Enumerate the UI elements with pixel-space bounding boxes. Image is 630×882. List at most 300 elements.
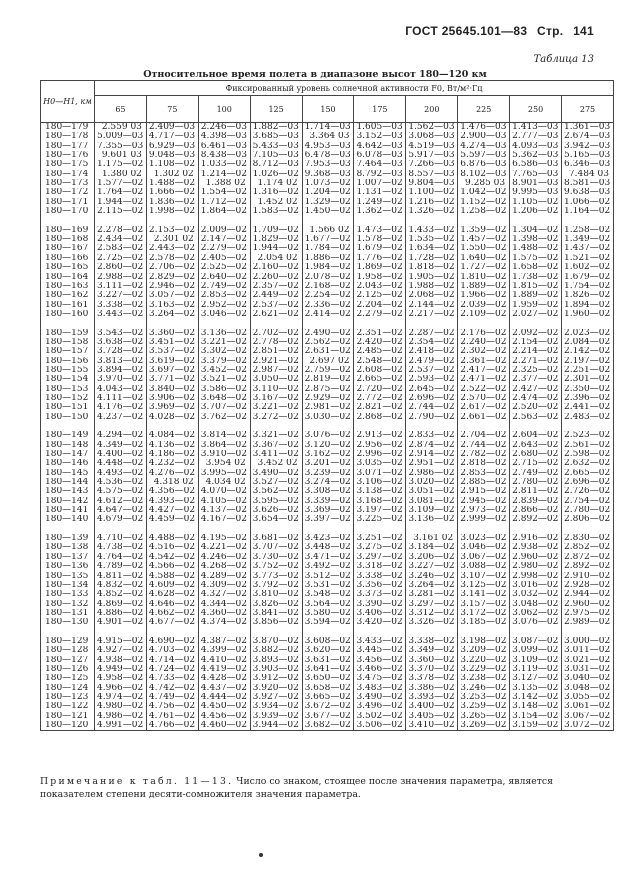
value-cell: 3.221—02 (198, 338, 250, 347)
value-cell: 2.704—02 (458, 431, 510, 440)
value-cell: 2.396—02 (562, 394, 614, 403)
value-cell: 4.703—02 (146, 646, 198, 655)
value-cell: 3.046—02 (458, 543, 510, 552)
value-cell: 4.575—02 (95, 487, 147, 496)
spacer-cell (562, 628, 614, 637)
value-cell: 3.172—02 (458, 609, 510, 618)
value-cell: 3.856—02 (250, 618, 302, 627)
value-cell: 4.349—02 (95, 441, 147, 450)
value-cell: 3.405—02 (406, 712, 458, 721)
value-cell: 4.738—02 (95, 543, 147, 552)
value-cell: 2.271—02 (510, 357, 562, 366)
value-cell: 2.302—02 (458, 347, 510, 356)
value-cell: 2.125—02 (354, 291, 406, 300)
value-cell: 4.488—02 (146, 534, 198, 543)
value-cell: 3.707—02 (198, 403, 250, 412)
value-cell: 1.754—02 (562, 282, 614, 291)
value-cell: 3.496—02 (354, 702, 406, 711)
value-cell: 4.724—02 (146, 665, 198, 674)
spacer-cell (41, 216, 95, 225)
column-header: 100 (198, 96, 250, 123)
value-cell: 3.954 02 (198, 459, 250, 468)
value-cell: 3.685—03 (250, 132, 302, 141)
value-cell: 2.168—02 (302, 282, 354, 291)
value-cell: 2.754—02 (562, 497, 614, 506)
value-cell: 2.988—02 (95, 273, 147, 282)
value-cell: 3.369—02 (302, 506, 354, 515)
value-cell: 3.411—02 (250, 450, 302, 459)
value-cell: 4.938—02 (95, 656, 147, 665)
value-cell: 1.602—02 (562, 263, 614, 272)
table-row (41, 329, 614, 338)
value-cell: 1.174 02 (250, 179, 302, 188)
table-row (41, 375, 614, 384)
value-cell: 3.057—02 (146, 291, 198, 300)
value-cell: 2.254—02 (302, 291, 354, 300)
value-cell: 3.048—02 (510, 600, 562, 609)
spacer-cell (146, 216, 198, 225)
value-cell: 4.662—02 (146, 609, 198, 618)
table-row (41, 310, 614, 319)
value-cell: 4.437—02 (198, 684, 250, 693)
table-row (41, 254, 614, 263)
value-cell: 3.000—02 (562, 637, 614, 646)
value-cell: 5.165—03 (562, 151, 614, 160)
value-cell: 3.506—02 (354, 721, 406, 731)
value-cell: 2.621—02 (250, 310, 302, 319)
value-cell: 2.852—02 (562, 543, 614, 552)
value-cell: 2.471—02 (458, 375, 510, 384)
value-cell: 2.160—02 (250, 263, 302, 272)
table-row (41, 543, 614, 552)
value-cell: 3.707—02 (250, 543, 302, 552)
table-row (41, 132, 614, 141)
column-header: 175 (354, 96, 406, 123)
value-cell: 2.928—02 (562, 581, 614, 590)
value-cell: 4.953—03 (302, 142, 354, 151)
altitude-range-cell: 180—177 (41, 142, 95, 151)
value-cell: 2.674—03 (562, 132, 614, 141)
value-cell: 3.969—02 (146, 403, 198, 412)
value-cell: 1.944—02 (250, 244, 302, 253)
altitude-range-cell: 180—174 (41, 170, 95, 179)
value-cell: 1.521—02 (562, 254, 614, 263)
value-cell: 4.274—03 (458, 142, 510, 151)
value-cell: 4.448—02 (95, 459, 147, 468)
value-cell: 4.289—02 (198, 572, 250, 581)
value-cell: 3.543—02 (95, 329, 147, 338)
value-cell: 2.176—02 (458, 329, 510, 338)
value-cell: 1.488—02 (146, 179, 198, 188)
value-cell: 4.460—02 (198, 721, 250, 731)
spacer-cell (95, 319, 147, 328)
value-cell: 2.214—02 (510, 347, 562, 356)
value-cell: 1.206—02 (510, 207, 562, 216)
value-cell: 2.434—02 (95, 235, 147, 244)
value-cell: 1.944—02 (95, 198, 147, 207)
spacer-cell (198, 319, 250, 328)
value-cell: 2.631—02 (302, 347, 354, 356)
table-row (41, 282, 614, 291)
table-row (41, 151, 614, 160)
value-cell: 3.067—02 (562, 712, 614, 721)
value-cell: 3.903—02 (250, 665, 302, 674)
value-cell: 1.864—02 (198, 207, 250, 216)
value-cell: 1.583—02 (250, 207, 302, 216)
value-cell: 3.269—02 (458, 721, 510, 731)
value-cell: 4.028—02 (146, 413, 198, 422)
table-row (41, 515, 614, 524)
value-cell: 4.428—02 (198, 674, 250, 683)
value-cell: 2.427—02 (510, 385, 562, 394)
value-cell: 3.620—02 (302, 646, 354, 655)
value-cell: 1.679—02 (562, 273, 614, 282)
value-cell: 3.016—02 (510, 581, 562, 590)
value-cell: 2.892—02 (510, 515, 562, 524)
value-cell: 2.885—02 (458, 478, 510, 487)
value-cell: 2.357—02 (250, 282, 302, 291)
value-cell: 3.220—02 (458, 656, 510, 665)
spacer-cell (250, 319, 302, 328)
value-cell: 2.350—02 (562, 385, 614, 394)
spacer-cell (302, 422, 354, 431)
value-cell: 7.464—03 (354, 160, 406, 169)
value-cell: 2.154—02 (510, 338, 562, 347)
value-cell: 3.360—02 (406, 656, 458, 665)
value-cell: 3.654—02 (250, 515, 302, 524)
value-cell: 2.441—02 (562, 403, 614, 412)
value-cell: 1.679—02 (354, 244, 406, 253)
value-cell: 3.912—02 (250, 674, 302, 683)
table-row (41, 553, 614, 562)
value-cell: 4.949—02 (95, 665, 147, 674)
value-cell: 4.869—02 (95, 600, 147, 609)
spacer-cell (250, 422, 302, 431)
value-cell: 3.168—02 (354, 497, 406, 506)
value-cell: 9.638—03 (562, 188, 614, 197)
value-cell: 1.566 02 (302, 226, 354, 235)
value-cell: 2.772—02 (354, 394, 406, 403)
table-row (41, 291, 614, 300)
value-cell: 3.159—02 (510, 721, 562, 731)
value-cell: 2.563—02 (510, 413, 562, 422)
altitude-range-cell: 180—154 (41, 375, 95, 384)
value-cell: 3.125—02 (458, 581, 510, 590)
value-cell: 2.084—02 (562, 338, 614, 347)
table-row (41, 160, 614, 169)
table-row (41, 459, 614, 468)
value-cell: 3.050—02 (250, 375, 302, 384)
value-cell: 2.868—02 (354, 413, 406, 422)
value-cell: 3.650—02 (302, 674, 354, 683)
value-cell: 3.452—02 (198, 366, 250, 375)
value-cell: 2.251—02 (562, 366, 614, 375)
value-cell: 3.318—02 (354, 562, 406, 571)
value-cell: 3.564—02 (302, 600, 354, 609)
value-cell: 2.559 03 (95, 123, 147, 133)
value-cell: 3.120—02 (302, 441, 354, 450)
value-cell: 4.493—02 (95, 469, 147, 478)
value-cell: 3.619—02 (146, 357, 198, 366)
value-cell: 3.106—02 (354, 478, 406, 487)
value-cell: 2.818—02 (458, 459, 510, 468)
value-cell: 2.583—02 (95, 244, 147, 253)
column-header: 250 (510, 96, 562, 123)
value-cell: 1.302 02 (146, 170, 198, 179)
value-cell: 3.326—02 (406, 618, 458, 627)
value-cell: 3.445—02 (354, 646, 406, 655)
value-cell: 1.437—02 (562, 244, 614, 253)
value-cell: 2.301—02 (562, 375, 614, 384)
column-header: 75 (146, 96, 198, 123)
value-cell: 3.475—02 (354, 674, 406, 683)
value-cell: 1.869—02 (354, 263, 406, 272)
value-cell: 2.749—02 (198, 282, 250, 291)
value-cell: 3.032—02 (510, 590, 562, 599)
column-header-row (41, 96, 614, 123)
value-cell: 2.829—02 (146, 273, 198, 282)
value-cell: 3.264—02 (406, 581, 458, 590)
value-cell: 1.413—03 (510, 123, 562, 133)
value-cell: 2.952—02 (198, 301, 250, 310)
value-cell: 2.725—02 (95, 254, 147, 263)
value-cell: 2.153—02 (146, 226, 198, 235)
value-cell: 3.397—02 (302, 515, 354, 524)
value-cell: 2.561—02 (562, 441, 614, 450)
value-cell: 4.764—02 (95, 553, 147, 562)
value-cell: 1.216—02 (406, 198, 458, 207)
altitude-range-cell: 180—152 (41, 394, 95, 403)
table-row (41, 646, 614, 655)
value-cell: 3.527—02 (250, 478, 302, 487)
table-row (41, 179, 614, 188)
value-cell: 2.916—02 (510, 534, 562, 543)
column-header: 200 (406, 96, 458, 123)
value-cell: 2.109—02 (458, 310, 510, 319)
value-cell: 2.777—03 (510, 132, 562, 141)
value-cell: 2.874—02 (406, 441, 458, 450)
value-cell: 1.326—02 (406, 207, 458, 216)
value-cell: 1.214—02 (198, 170, 250, 179)
value-cell: 1.966—02 (458, 291, 510, 300)
value-cell: 3.373—02 (354, 590, 406, 599)
value-cell: 3.227—02 (95, 291, 147, 300)
value-cell: 4.811—02 (95, 572, 147, 581)
altitude-range-cell: 180—124 (41, 684, 95, 693)
value-cell: 3.752—02 (250, 562, 302, 571)
value-cell: 3.099—02 (510, 646, 562, 655)
table-row (41, 338, 614, 347)
value-cell: 3.608—02 (302, 637, 354, 646)
table-row (41, 609, 614, 618)
value-cell: 2.833—02 (406, 431, 458, 440)
spacer-cell (354, 319, 406, 328)
value-cell: 3.939—02 (250, 712, 302, 721)
value-cell: 2.537—02 (406, 366, 458, 375)
value-cell: 3.658—02 (302, 684, 354, 693)
value-cell: 2.999—02 (458, 515, 510, 524)
value-cell: 1.815—02 (510, 282, 562, 291)
value-cell: 2.578—02 (146, 254, 198, 263)
spacer-cell (458, 422, 510, 431)
value-cell: 1.728—02 (406, 254, 458, 263)
altitude-range-cell: 180—179 (41, 123, 95, 133)
value-cell: 2.278—02 (95, 226, 147, 235)
value-cell: 4.195—02 (198, 534, 250, 543)
table-row (41, 394, 614, 403)
column-header: 125 (250, 96, 302, 123)
value-cell: 2.246—03 (198, 123, 250, 133)
value-cell: 4.309—02 (198, 581, 250, 590)
altitude-range-cell: 180—147 (41, 450, 95, 459)
value-cell: 3.201—02 (302, 459, 354, 468)
value-cell: 2.744—02 (406, 403, 458, 412)
value-cell: 3.136—02 (406, 515, 458, 524)
value-cell: 3.312—02 (406, 609, 458, 618)
value-cell: 3.302—02 (198, 347, 250, 356)
value-cell: 3.067—02 (458, 553, 510, 562)
value-cell: 4.832—02 (95, 581, 147, 590)
value-cell: 4.710—02 (95, 534, 147, 543)
value-cell: 1.452 02 (250, 198, 302, 207)
value-cell: 8.102—03 (458, 170, 510, 179)
spacer-cell (354, 422, 406, 431)
value-cell: 4.137—02 (198, 506, 250, 515)
value-cell: 1.998—02 (146, 207, 198, 216)
value-cell: 3.072—02 (562, 721, 614, 731)
altitude-range-cell: 180—123 (41, 693, 95, 702)
table-row (41, 366, 614, 375)
value-cell: 4.789—02 (95, 562, 147, 571)
altitude-range-cell: 180—126 (41, 665, 95, 674)
value-cell: 4.980—02 (95, 702, 147, 711)
value-cell: 2.474—02 (510, 394, 562, 403)
altitude-range-cell: 180—140 (41, 515, 95, 524)
value-cell: 3.697—02 (146, 366, 198, 375)
value-cell: 2.617—02 (458, 403, 510, 412)
table-row (41, 656, 614, 665)
value-cell: 3.814—02 (198, 431, 250, 440)
value-cell: 2.142—02 (562, 347, 614, 356)
value-cell: 4.419—02 (198, 665, 250, 674)
value-cell: 3.942—03 (562, 142, 614, 151)
table-row (41, 581, 614, 590)
value-cell: 2.892—02 (562, 562, 614, 571)
value-cell: 2.023—02 (562, 329, 614, 338)
spacer-cell (146, 628, 198, 637)
value-cell: 1.886—02 (302, 254, 354, 263)
spacer-cell (406, 422, 458, 431)
value-cell: 4.276—02 (146, 469, 198, 478)
value-cell: 2.853—02 (198, 291, 250, 300)
value-cell: 3.471—02 (302, 553, 354, 562)
value-cell: 3.728—02 (95, 347, 147, 356)
value-cell: 3.119—02 (510, 665, 562, 674)
spacer-cell (510, 319, 562, 328)
altitude-range-cell: 180—178 (41, 132, 95, 141)
value-cell: 4.733—02 (146, 674, 198, 683)
value-cell: 3.107—02 (458, 572, 510, 581)
spacer-cell (41, 319, 95, 328)
value-cell: 1.894—02 (562, 301, 614, 310)
value-cell: 2.009—02 (198, 226, 250, 235)
value-cell: 3.864—02 (198, 441, 250, 450)
value-cell: 2.913—02 (354, 431, 406, 440)
table-row (41, 385, 614, 394)
value-cell: 1.578—02 (354, 235, 406, 244)
value-cell: 2.697 02 (302, 357, 354, 366)
page-number: 141 (573, 24, 594, 38)
value-cell: 6.478—03 (302, 151, 354, 160)
altitude-range-cell: 180—127 (41, 656, 95, 665)
value-cell: 3.483—02 (354, 684, 406, 693)
value-cell: 4.456—02 (198, 712, 250, 721)
value-cell: 1.362—02 (354, 207, 406, 216)
table-row (41, 534, 614, 543)
value-cell: 3.367—02 (250, 441, 302, 450)
value-cell: 2.946—02 (146, 282, 198, 291)
spacer-cell (302, 216, 354, 225)
value-cell: 3.995—02 (198, 469, 250, 478)
altitude-range-cell: 180—162 (41, 291, 95, 300)
value-cell: 2.819—02 (302, 375, 354, 384)
value-cell: 3.238—02 (458, 674, 510, 683)
value-cell: 1.960—02 (562, 310, 614, 319)
value-cell: 4.927—02 (95, 646, 147, 655)
value-cell: 2.821—02 (354, 403, 406, 412)
table-row (41, 441, 614, 450)
value-cell: 2.039—02 (458, 301, 510, 310)
value-cell: 2.409—03 (146, 123, 198, 133)
table-row (41, 702, 614, 711)
value-cell: 4.410—02 (198, 656, 250, 665)
value-cell: 3.595—02 (250, 497, 302, 506)
value-cell: 3.410—02 (406, 721, 458, 731)
value-cell: 3.349—02 (406, 646, 458, 655)
value-cell: 1.100—02 (406, 188, 458, 197)
altitude-range-cell: 180—169 (41, 226, 95, 235)
value-cell: 1.359—02 (458, 226, 510, 235)
value-cell: 1.108—02 (146, 160, 198, 169)
value-cell: 2.945—02 (458, 497, 510, 506)
standard-number: ГОСТ 25645.101—83 (405, 24, 528, 38)
table-row (41, 469, 614, 478)
altitude-range-cell: 180—129 (41, 637, 95, 646)
value-cell: 6.461—03 (198, 142, 250, 151)
spacer-cell (302, 319, 354, 328)
table-row (41, 590, 614, 599)
value-cell: 1.488—02 (510, 244, 562, 253)
value-cell: 8.557—03 (406, 170, 458, 179)
value-cell: 4.084—02 (146, 431, 198, 440)
value-cell: 4.374—02 (198, 618, 250, 627)
column-header: 150 (302, 96, 354, 123)
altitude-range-cell: 180—148 (41, 441, 95, 450)
group-spacer (41, 525, 614, 534)
value-cell: 2.147—02 (198, 235, 250, 244)
value-cell: 4.679—02 (95, 515, 147, 524)
value-cell: 2.336—02 (302, 301, 354, 310)
value-cell: 2.778—02 (250, 338, 302, 347)
value-cell: 2.490—02 (302, 329, 354, 338)
spacer-cell (302, 525, 354, 534)
value-cell: 2.645—02 (406, 385, 458, 394)
value-cell: 4.612—02 (95, 497, 147, 506)
value-cell: 1.550—02 (458, 244, 510, 253)
value-cell: 2.361—02 (458, 357, 510, 366)
table-row (41, 450, 614, 459)
value-cell: 4.070—02 (198, 487, 250, 496)
